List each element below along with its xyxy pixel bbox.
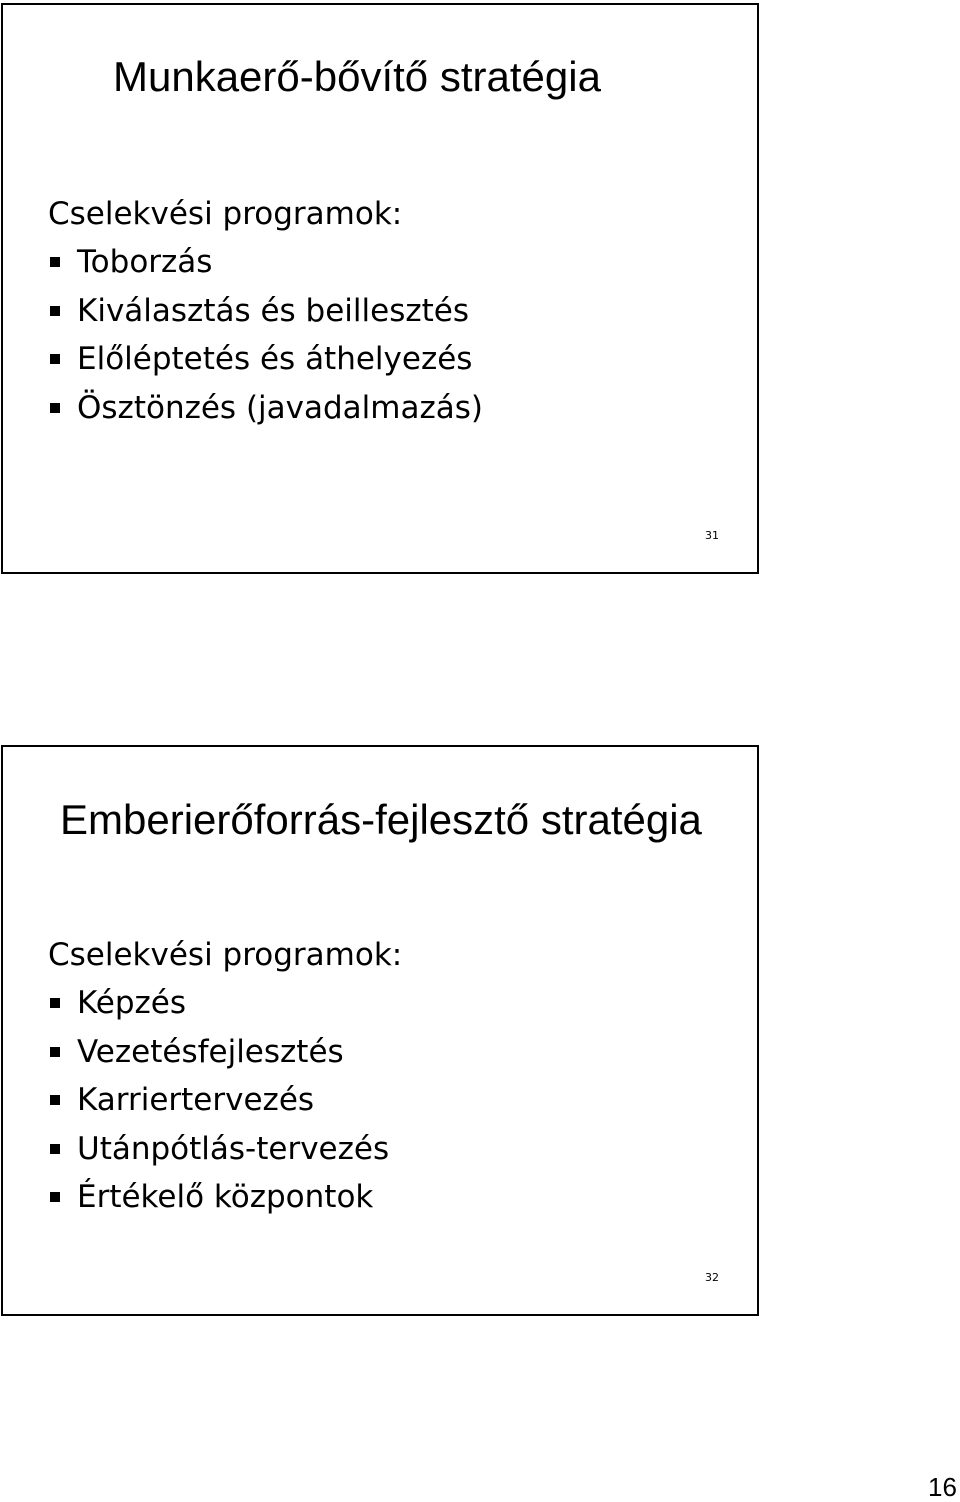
list-item <box>48 979 389 1028</box>
list-item-label: Karriertervezés <box>77 1082 315 1119</box>
square-bullet-icon <box>50 1047 60 1057</box>
bullet-list <box>48 238 483 432</box>
list-item-label: Kiválasztás és beillesztés <box>77 292 470 329</box>
list-item <box>48 1125 389 1174</box>
list-item-label: Értékelő központok <box>77 1179 374 1216</box>
slide-number: 31 <box>705 529 719 542</box>
list-item-label: Utánpótlás-tervezés <box>77 1130 390 1167</box>
section-label: Cselekvési programok: <box>48 196 403 232</box>
page-number: 16 <box>928 1472 957 1502</box>
square-bullet-icon <box>50 306 60 316</box>
list-item <box>48 384 483 433</box>
slide-number: 32 <box>705 1271 719 1284</box>
square-bullet-icon <box>50 998 60 1008</box>
list-item-label: Képzés <box>77 985 187 1022</box>
slide-title: Emberierőforrás-fejlesztő stratégia <box>60 796 702 843</box>
square-bullet-icon <box>50 1192 60 1202</box>
list-item <box>48 287 483 336</box>
square-bullet-icon <box>50 354 60 364</box>
slide-title: Munkaerő-bővítő stratégia <box>113 53 601 100</box>
list-item-label: Vezetésfejlesztés <box>77 1033 344 1070</box>
list-item <box>48 335 483 384</box>
slide-31 <box>1 3 759 574</box>
bullet-list <box>48 979 389 1222</box>
square-bullet-icon <box>50 257 60 267</box>
list-item-label: Ösztönzés (javadalmazás) <box>77 389 483 426</box>
list-item <box>48 1076 389 1125</box>
list-item <box>48 238 483 287</box>
list-item <box>48 1173 389 1222</box>
square-bullet-icon <box>50 1144 60 1154</box>
square-bullet-icon <box>50 1095 60 1105</box>
square-bullet-icon <box>50 403 60 413</box>
list-item-label: Előléptetés és áthelyezés <box>77 341 473 378</box>
slide-32 <box>1 745 759 1316</box>
list-item-label: Toborzás <box>77 244 213 281</box>
list-item <box>48 1028 389 1077</box>
section-label: Cselekvési programok: <box>48 937 403 973</box>
